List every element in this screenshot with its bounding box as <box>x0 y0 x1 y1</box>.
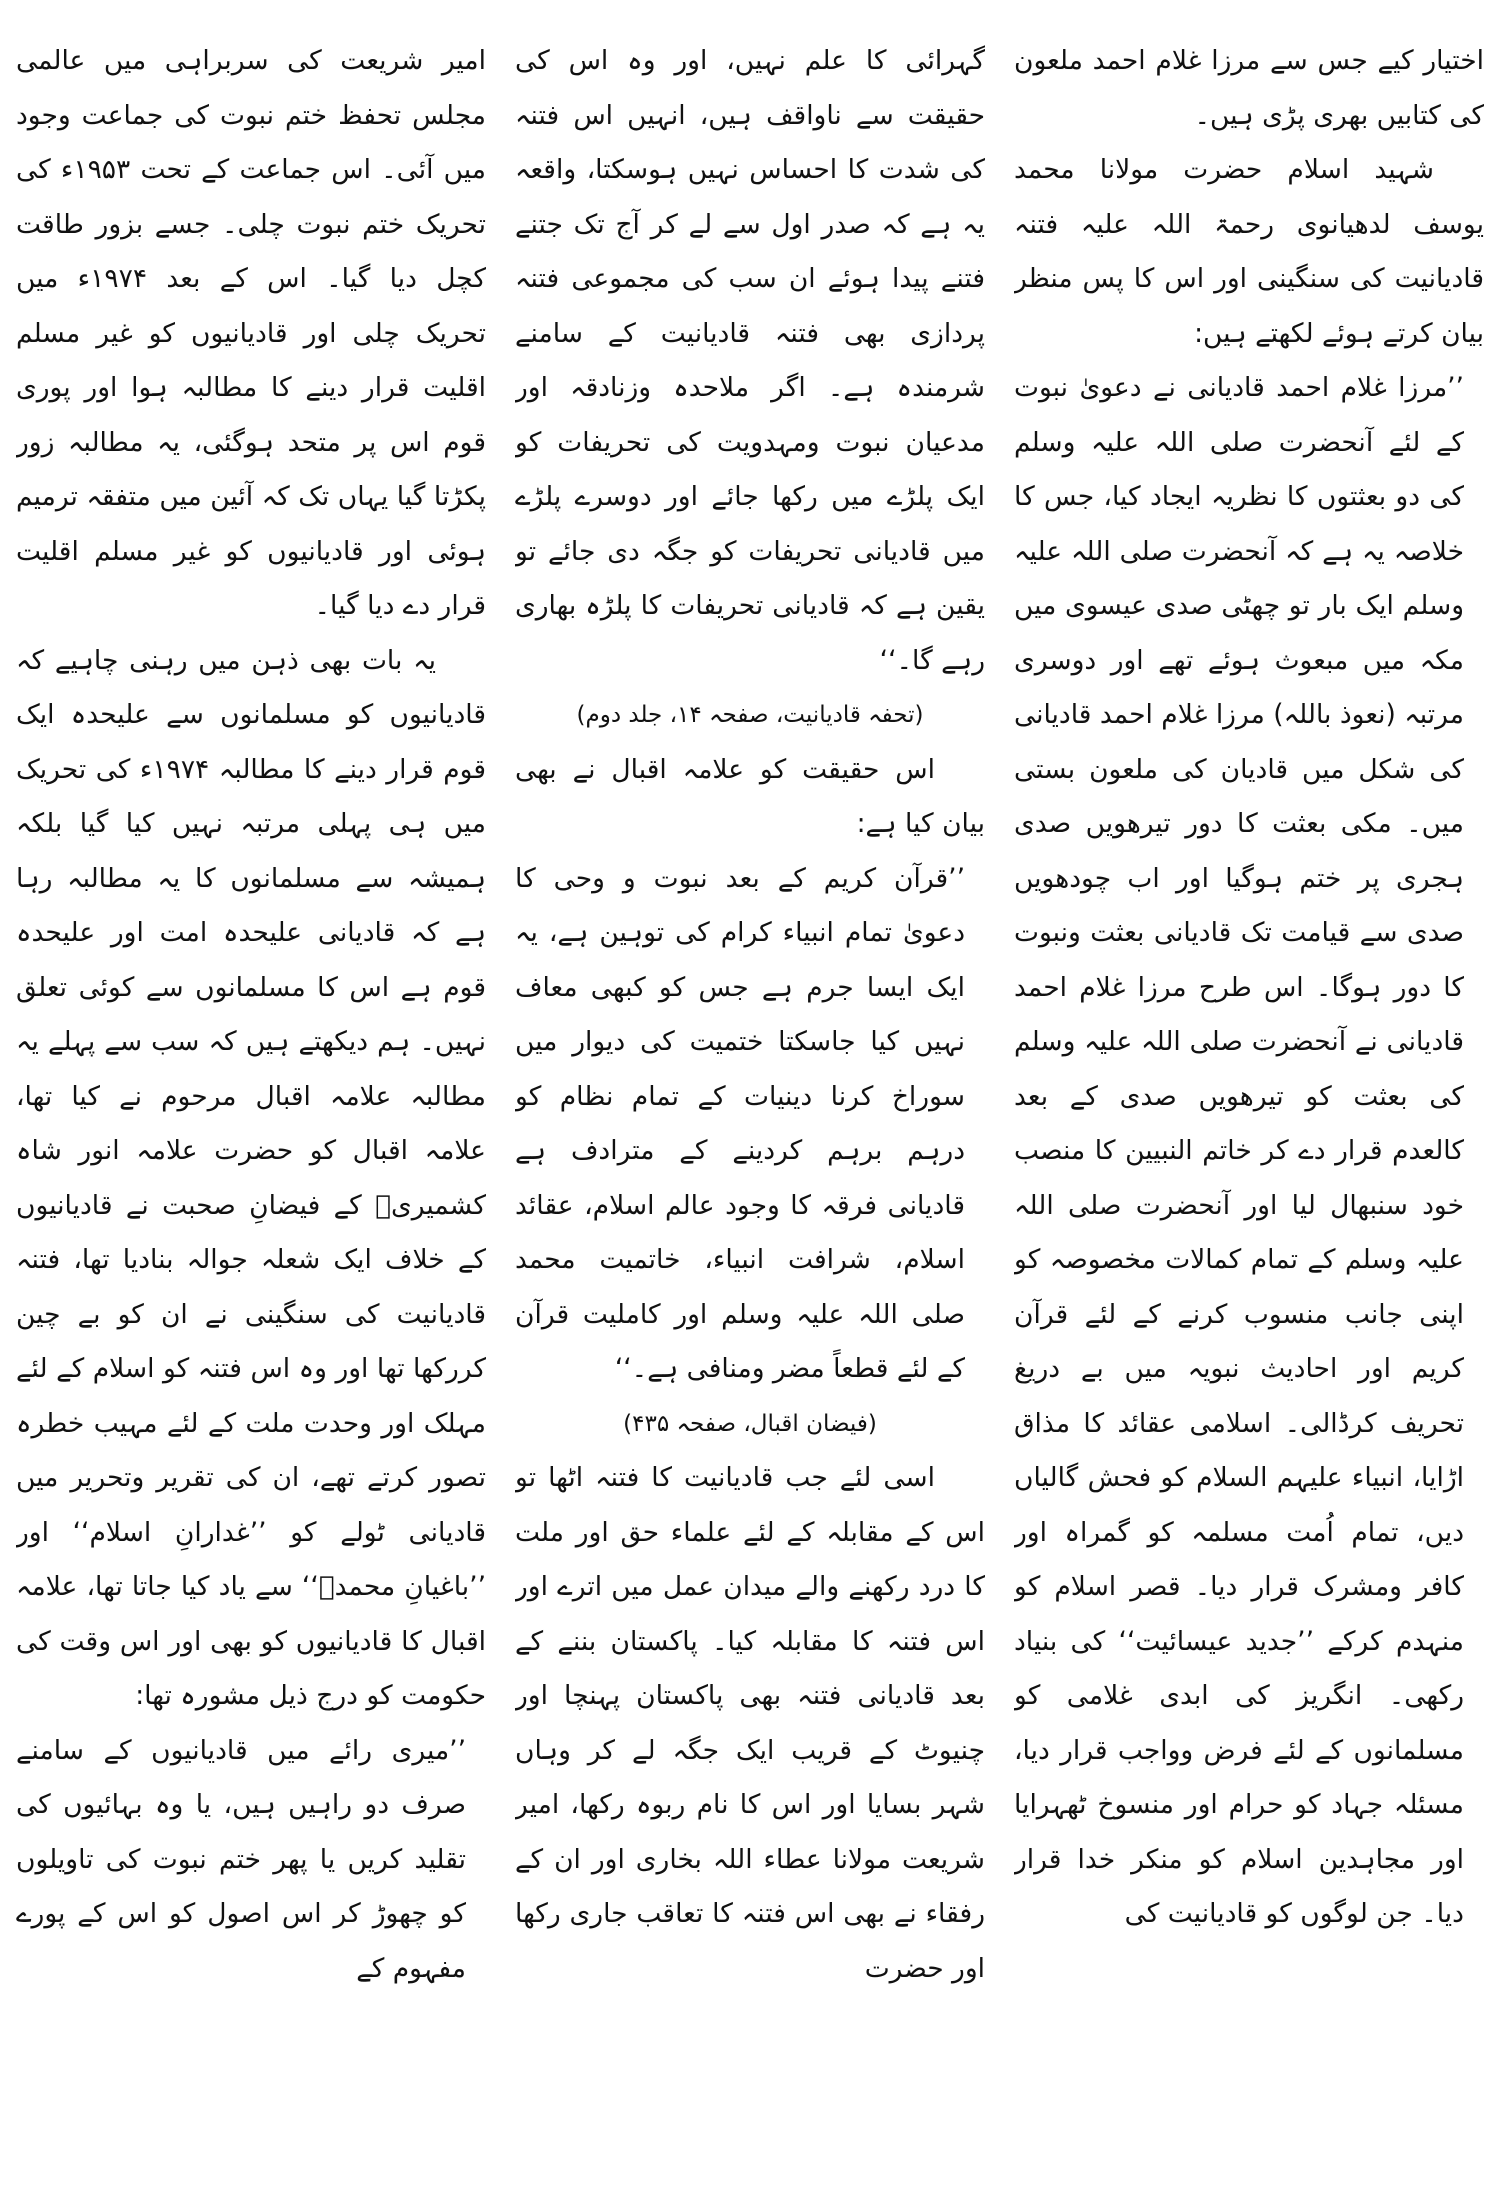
source-reference: (فیضان اقبال، صفحہ ۴۳۵) <box>623 1410 877 1437</box>
quotation: ’’میری رائے میں قادیانیوں کے سامنے صرف دو راہیں ہیں، یا وہ بہائیوں کی تقلید کریں یا پھر ختم نبوت کی تاویلوں کو چھوڑ کر اس اصول کو اس کے پورے مفہوم کے <box>16 1734 466 1984</box>
quotation: ’’قرآن کریم کے بعد نبوت و وحی کا دعویٰ تمام انبیاء کرام کی توہین ہے، یہ ایک ایسا جرم ہے جس کو کبھی معاف نہیں کیا جاسکتا ختمیت کی دیوار میں سوراخ کرنا دینیات کے تمام نظام کو درہم برہم کردینے کے مترادف ہے قادیانی فرقہ کا وجود عالم اسلام، عقائد اسلام، شرافت انبیاء، خاتمیت محمد صلی اللہ علیہ وسلم اور کاملیت قرآن کے لئے قطعاً مضر ومنافی ہے۔‘‘ <box>515 862 965 1384</box>
paragraph: اس حقیقت کو علامہ اقبال نے بھی بیان کیا ہے: <box>515 753 985 839</box>
paragraph: اختیار کیے جس سے مرزا غلام احمد ملعون کی کتابیں بھری پڑی ہیں۔ <box>1014 45 1484 131</box>
column-left <box>16 34 486 2200</box>
quotation: ’’مرزا غلام احمد قادیانی نے دعویٰ نبوت کے لئے آنحضرت صلی اللہ علیہ وسلم کی دو بعثتوں کا نظریہ ایجاد کیا، جس کا خلاصہ یہ ہے کہ آنحضرت صلی اللہ علیہ وسلم ایک بار تو چھٹی صدی عیسوی میں مکہ میں مبعوث ہوئے تھے اور دوسری مرتبہ (نعوذ باللہ) مرزا غلام احمد قادیانی کی شکل میں قادیان کی ملعون بستی میں۔ مکی بعثت کا دور تیرھویں صدی ہجری پر ختم ہوگیا اور اب چودھویں صدی سے قیامت تک قادیانی بعثت ونبوت کا دور ہوگا۔ اس طرح مرزا غلام احمد قادیانی نے آنحضرت صلی اللہ علیہ وسلم کی بعثت کو تیرھویں صدی کے بعد کالعدم قرار دے کر خاتم النبیین کا منصب خود سنبھال لیا اور آنحضرت صلی اللہ علیہ وسلم کے تمام کمالات مخصوصہ کو اپنی جانب منسوب کرنے کے لئے قرآن کریم اور احادیث نبویہ میں بے دریغ تحریف کرڈالی۔ اسلامی عقائد کا مذاق اڑایا، انبیاء علیہم السلام کو فحش گالیاں دیں، تمام اُمت مسلمہ کو گمراہ اور کافر ومشرک قرار دیا۔ قصر اسلام کو منہدم کرکے ’’جدید عیسائیت‘‘ کی بنیاد رکھی۔ انگریز کی ابدی غلامی کو مسلمانوں کے لئے فرض وواجب قرار دیا، مسئلہ جہاد کو حرام اور منسوخ ٹھہرایا اور مجاہدین اسلام کو منکر خدا قرار دیا۔ جن لوگوں کو قادیانیت کی <box>1014 372 1464 1929</box>
source-reference: (تحفہ قادیانیت، صفحہ ۱۴، جلد دوم) <box>576 702 924 728</box>
paragraph: امیر شریعت کی سربراہی میں عالمی مجلس تحفظ ختم نبوت کی جماعت وجود میں آئی۔ اس جماعت کے تحت ۱۹۵۳ء کی تحریک ختم نبوت چلی۔ جسے بزور طاقت کچل دیا گیا۔ اس کے بعد ۱۹۷۴ء میں تحریک چلی اور قادیانیوں کو غیر مسلم اقلیت قرار دینے کا مطالبہ ہوا اور پوری قوم اس پر متحد ہوگئی، یہ مطالبہ زور پکڑتا گیا یہاں تک کہ آئین میں متفقہ ترمیم ہوئی اور قادیانیوں کو غیر مسلم اقلیت قرار دے دیا گیا۔ <box>16 45 486 621</box>
paragraph: گہرائی کا علم نہیں، اور وہ اس کی حقیقت سے ناواقف ہیں، انہیں اس فتنہ کی شدت کا احساس نہیں ہوسکتا، واقعہ یہ ہے کہ صدر اول سے لے کر آج تک جتنے فتنے پیدا ہوئے ان سب کی مجموعی فتنہ پردازی بھی فتنہ قادیانیت کے سامنے شرمندہ ہے۔ اگر ملاحدہ وزنادقہ اور مدعیان نبوت ومہدویت کی تحریفات کو ایک پلڑے میں رکھا جائے اور دوسرے پلڑے میں قادیانی تحریفات کو جگہ دی جائے تو یقین ہے کہ قادیانی تحریفات کا پلڑہ بھاری رہے گا۔‘‘ <box>515 45 985 676</box>
paragraph: شہید اسلام حضرت مولانا محمد یوسف لدھیانوی رحمۃ اللہ علیہ فتنہ قادیانیت کی سنگینی اور اس کا پس منظر بیان کرتے ہوئے لکھتے ہیں: <box>1014 154 1484 349</box>
paragraph: اسی لئے جب قادیانیت کا فتنہ اٹھا تو اس کے مقابلہ کے لئے علماء حق اور ملت کا درد رکھنے والے میدان عمل میں اترے اور اس فتنہ کا مقابلہ کیا۔ پاکستان بننے کے بعد قادیانی فتنہ بھی پاکستان پہنچا اور چنیوٹ کے قریب ایک جگہ لے کر وہاں شہر بسایا اور اس کا نام ربوہ رکھا، امیر شریعت مولانا عطاء اللہ بخاری اور ان کے رفقاء نے بھی اس فتنہ کا تعاقب جاری رکھا اور حضرت <box>515 1462 985 1984</box>
paragraph: یہ بات بھی ذہن میں رہنی چاہیے کہ قادیانیوں کو مسلمانوں سے علیحدہ ایک قوم قرار دینے کا مطالبہ ۱۹۷۴ء کی تحریک میں ہی پہلی مرتبہ نہیں کیا گیا بلکہ ہمیشہ سے مسلمانوں کا یہ مطالبہ رہا ہے کہ قادیانی علیحدہ امت اور علیحدہ قوم ہے اس کا مسلمانوں سے کوئی تعلق نہیں۔ ہم دیکھتے ہیں کہ سب سے پہلے یہ مطالبہ علامہ اقبال مرحوم نے کیا تھا، علامہ اقبال کو حضرت علامہ انور شاہ کشمیریؒ کے فیضانِ صحبت نے قادیانیوں کے خلاف ایک شعلہ جوالہ بنادیا تھا، فتنہ قادیانیت کی سنگینی نے ان کو بے چین کررکھا تھا اور وہ اس فتنہ کو اسلام کے لئے مہلک اور وحدت ملت کے لئے مہیب خطرہ تصور کرتے تھے، ان کی تقریر وتحریر میں قادیانی ٹولے کو ’’غدارانِ اسلام‘‘ اور ’’باغیانِ محمدؐ‘‘ سے یاد کیا جاتا تھا، علامہ اقبال کا قادیانیوں کو بھی اور اس وقت کی حکومت کو درج ذیل مشورہ تھا: <box>16 644 486 1711</box>
column-middle <box>515 34 985 2200</box>
column-right <box>1014 34 1484 2200</box>
